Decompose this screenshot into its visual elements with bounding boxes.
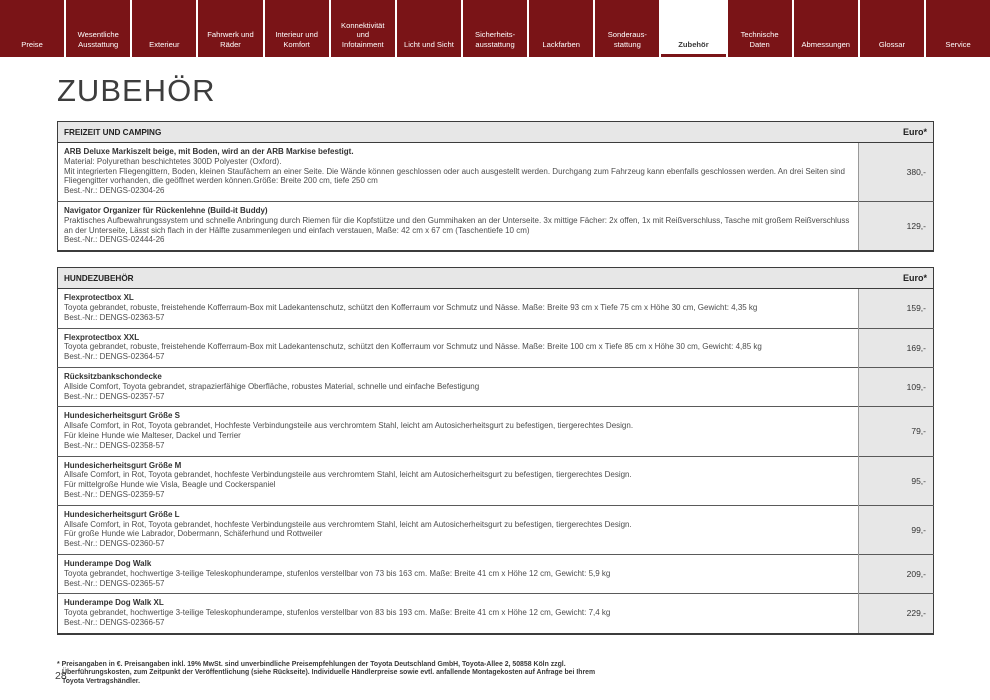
page-title: ZUBEHÖR xyxy=(57,73,216,108)
page-number: 28 xyxy=(55,670,67,682)
tab-licht-und-sicht[interactable] xyxy=(397,0,461,57)
order-number: Best.-Nr.: DENGS-02304-26 xyxy=(64,186,165,196)
accessory-price: 159,- xyxy=(859,289,934,328)
tab-konnektivitaet-und-infotainment[interactable] xyxy=(331,0,395,57)
price-table-freizeit-und-camping xyxy=(57,121,934,252)
tab-label: Sonderaus-stattung xyxy=(607,30,647,49)
accessory-row xyxy=(58,289,934,328)
tab-wesentliche-ausstattung[interactable] xyxy=(66,0,130,57)
order-number: Best.-Nr.: DENGS-02359-57 xyxy=(64,489,165,499)
order-number: Best.-Nr.: DENGS-02360-57 xyxy=(64,539,165,549)
accessory-detail: Material: Polyurethan beschichtetes 300D Polyester (Oxford). xyxy=(64,156,282,166)
tab-label: Exterieur xyxy=(149,39,180,49)
accessory-detail: Praktisches Aufbewahrungssystem und schnelle Anbringung durch Riemen für die Kopfstütze und den Gummihaken an der Unterseite. 3x mittige Fächer: 2x offen, 1x mit Reißverschluss, Tasche mit großem Reißverschluss an der Unterseite, Lässt sich flach in der Hälfte zusammenlegen und einfach verstauen, Maße: 42 cm x 67 cm (Taschentiefe 10 cm) xyxy=(64,215,850,235)
accessory-price: 129,- xyxy=(859,201,934,251)
accessory-title: Hundesicherheitsgurt Größe S xyxy=(64,411,181,421)
accessory-row xyxy=(58,456,934,505)
tab-sicherheitsausstattung[interactable] xyxy=(463,0,527,57)
order-number: Best.-Nr.: DENGS-02365-57 xyxy=(64,578,165,588)
accessory-title: ARB Deluxe Markiszelt beige, mit Boden, wird an der ARB Markise befestigt. xyxy=(64,147,354,156)
accessory-title: Hundesicherheitsgurt Größe L xyxy=(64,509,180,519)
accessory-detail: Toyota gebrandet, robuste, freistehende Kofferraum-Box mit Ladekantenschutz, schützt den Kofferraum vor Schmutz und Nässe. Maße: Breite 100 cm x Tiefe 85 cm x Höhe 30 cm, Gewicht: 4,85 kg xyxy=(64,342,762,352)
accessory-title: Hunderampe Dog Walk xyxy=(64,558,152,568)
accessory-row xyxy=(58,143,934,202)
tab-abmessungen[interactable] xyxy=(794,0,858,57)
accessory-title: Hunderampe Dog Walk XL xyxy=(64,598,164,608)
tab-label: Fahrwerk und Räder xyxy=(207,30,254,49)
tab-technische-daten[interactable] xyxy=(728,0,792,57)
tab-label: Glossar xyxy=(878,39,905,49)
tab-label: Wesentliche Ausstattung xyxy=(77,30,119,49)
accessory-row xyxy=(58,201,934,251)
accessory-price: 99,- xyxy=(859,505,934,554)
order-number: Best.-Nr.: DENGS-02358-57 xyxy=(64,440,165,450)
accessory-title: Rücksitzbankschondecke xyxy=(64,371,162,381)
accessory-price: 109,- xyxy=(859,367,934,406)
tab-label: Technische Daten xyxy=(740,30,779,49)
accessory-row xyxy=(58,407,934,456)
tab-label: Abmessungen xyxy=(801,39,851,49)
tab-label: Lackfarben xyxy=(542,39,580,49)
accessory-description-cell xyxy=(58,456,859,505)
accessory-price: 169,- xyxy=(859,328,934,367)
tab-label: Interieur und Komfort xyxy=(275,30,318,49)
tab-preise[interactable] xyxy=(0,0,64,57)
accessory-detail: Allsafe Comfort, in Rot, Toyota gebrandet, hochfeste Verbindungsteile aus verchromtem Stahl, leicht am Autosicherheitsgurt zu befestigen, tiergerechtes Design. xyxy=(64,470,632,480)
accessory-detail: Toyota gebrandet, hochwertige 3-teilige Teleskophunderampe, stufenlos verstellbar von 83 bis 193 cm. Maße: Breite 41 cm x Höhe 12 cm, Gewicht: 7,4 kg xyxy=(64,608,611,618)
price-column-header: Euro* xyxy=(859,268,934,289)
tab-interieur-und-komfort[interactable] xyxy=(265,0,329,57)
order-number: Best.-Nr.: DENGS-02363-57 xyxy=(64,312,165,322)
accessory-row xyxy=(58,328,934,367)
accessory-description-cell xyxy=(58,367,859,406)
accessory-price: 95,- xyxy=(859,456,934,505)
tab-sonderausstattung[interactable] xyxy=(595,0,659,57)
accessory-detail: Allsafe Comfort, in Rot, Toyota gebrandet, hochfeste Verbindungsteile aus verchromtem Stahl, leicht am Autosicherheitsgurt zu befestigen, tiergerechtes Design. xyxy=(64,519,632,529)
accessory-title: Flexprotectbox XL xyxy=(64,293,134,303)
accessory-row xyxy=(58,554,934,593)
tab-label: Service xyxy=(945,39,971,49)
accessory-description-cell xyxy=(58,554,859,593)
accessory-description-cell xyxy=(58,407,859,456)
accessory-row xyxy=(58,594,934,634)
price-column-header: Euro* xyxy=(859,122,934,143)
order-number: Best.-Nr.: DENGS-02357-57 xyxy=(64,391,165,401)
accessory-price: 229,- xyxy=(859,594,934,634)
table-category-header: FREIZEIT UND CAMPING xyxy=(58,122,859,143)
tab-lackfarben[interactable] xyxy=(529,0,593,57)
tab-glossar[interactable] xyxy=(860,0,924,57)
order-number: Best.-Nr.: DENGS-02366-57 xyxy=(64,617,165,627)
accessory-detail: Mit integrierten Fliegengittern, Boden, kleinen Staufächern an einer Seite. Die Wände können geschlossen oder auch ausgestellt werden. Durchgang zum Fahrzeug kann ebenfalls geschlossen werden. An drei Seiten sind Fliegengitter vorhanden, die geöffnet werden können.Größe: Breite 200 cm, tiefe 250 cm xyxy=(64,166,845,186)
accessory-price: 79,- xyxy=(859,407,934,456)
accessory-description-cell xyxy=(58,505,859,554)
tab-fahrwerk-und-raeder[interactable] xyxy=(198,0,262,57)
accessory-detail: Allsafe Comfort, in Rot, Toyota gebrandet, Hochfeste Verbindungsteile aus verchromtem Stahl, leicht am Autosicherheitsgurt zu befestigen, tiergerechtes Design. xyxy=(64,421,634,431)
order-number: Best.-Nr.: DENGS-02364-57 xyxy=(64,352,165,362)
tab-label: Konnektivität und Infotainment xyxy=(341,20,385,49)
page-body xyxy=(0,73,990,686)
tab-exterieur[interactable] xyxy=(132,0,196,57)
tables-area xyxy=(57,121,934,635)
accessory-price: 209,- xyxy=(859,554,934,593)
accessory-description-cell xyxy=(58,328,859,367)
accessory-description-cell xyxy=(58,143,859,202)
accessory-detail: Für kleine Hunde wie Malteser, Dackel und Terrier xyxy=(64,430,241,440)
accessory-description-cell xyxy=(58,594,859,634)
accessory-description-cell xyxy=(58,289,859,328)
accessory-detail: Allside Comfort, Toyota gebrandet, strapazierfähige Oberfläche, robustes Material, schnelle und einfache Befestigung xyxy=(64,381,480,391)
accessory-row xyxy=(58,367,934,406)
accessory-title: Navigator Organizer für Rückenlehne (Build-it Buddy) xyxy=(64,205,268,215)
order-number: Best.-Nr.: DENGS-02444-26 xyxy=(64,235,165,245)
accessory-description-cell xyxy=(58,201,859,251)
table-category-header: HUNDEZUBEHÖR xyxy=(58,268,859,289)
tab-label: Preise xyxy=(21,39,43,49)
tab-label: Licht und Sicht xyxy=(404,39,454,49)
top-nav-tab-bar xyxy=(0,0,990,57)
price-footnote: * Preisangaben in €. Preisangaben inkl. 19% MwSt. sind unverbindliche Preisempfehlungen der Toyota Deutschland GmbH, Toyota-Allee 2, 50858 Köln zzgl. Überführungskosten, zum Zeitpunkt der Veröffentlichung (siehe Rückseite). Individuelle Händlerpreise sowie evtl. anfallende Montagekosten auf Anfrage bei Ihrem Toyota Vertragshändler. xyxy=(57,660,596,685)
accessory-detail: Toyota gebrandet, robuste, freistehende Kofferraum-Box mit Ladekantenschutz, schützt den Kofferraum vor Schmutz und Nässe. Maße: Breite 93 cm x Tiefe 75 cm x Höhe 30 cm, Gewicht: 4,35 kg xyxy=(64,302,758,312)
accessory-title: Hundesicherheitsgurt Größe M xyxy=(64,460,182,470)
accessory-detail: Für mittelgroße Hunde wie Visla, Beagle und Cockerspaniel xyxy=(64,480,276,490)
accessory-title: Flexprotectbox XXL xyxy=(64,332,140,342)
accessory-row xyxy=(58,505,934,554)
accessory-price: 380,- xyxy=(859,143,934,202)
accessory-detail: Toyota gebrandet, hochwertige 3-teilige Teleskophunderampe, stufenlos verstellbar von 73 bis 163 cm. Maße: Breite 41 cm x Höhe 12 cm, Gewicht: 5,9 kg xyxy=(64,568,611,578)
accessory-detail: Für große Hunde wie Labrador, Dobermann, Schäferhund und Rottweiler xyxy=(64,529,323,539)
tab-label: Zubehör xyxy=(678,39,709,49)
price-table-hundezubehoer xyxy=(57,267,934,635)
tab-zubehoer[interactable] xyxy=(661,0,725,57)
tab-label: Sicherheits-ausstattung xyxy=(475,30,516,49)
tab-service[interactable] xyxy=(926,0,990,57)
